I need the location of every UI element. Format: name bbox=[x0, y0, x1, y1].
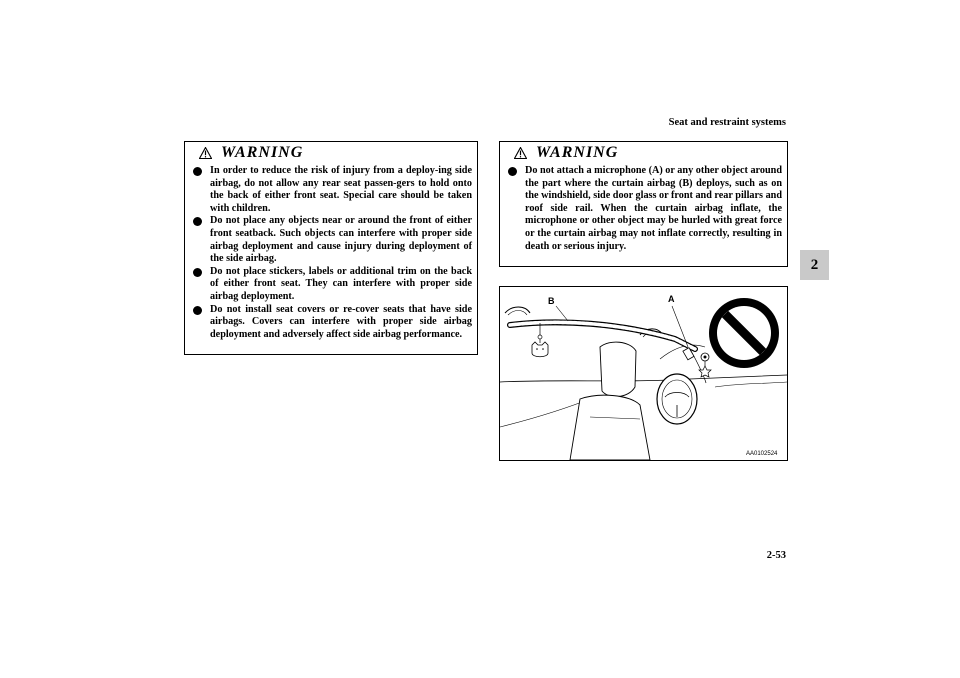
page-number: 2-53 bbox=[766, 550, 786, 561]
curtain-airbag-illustration bbox=[499, 286, 788, 461]
bullet-icon bbox=[193, 217, 202, 226]
bullet-icon bbox=[193, 268, 202, 277]
warning-list bbox=[505, 165, 782, 253]
warning-item bbox=[190, 266, 472, 304]
warning-triangle-icon bbox=[199, 147, 212, 159]
callout-label-a: A bbox=[668, 294, 675, 304]
illustration-svg bbox=[500, 287, 787, 460]
warning-item bbox=[190, 304, 472, 342]
callout-label-b: B bbox=[548, 296, 555, 306]
warning-box-side-airbag bbox=[184, 141, 478, 355]
prohibition-icon bbox=[709, 298, 779, 368]
warning-list bbox=[190, 165, 472, 341]
warning-item-text: Do not attach a microphone (A) or any other object around the part where the curtain airbag (B) deploys, such as on the windshield, side door glass or front and rear pillars and roof side rail. When the curtain airbag inflate, the microphone or other object may be hurled with great force or the curtain airbag may not inflate correctly, resulting in death or serious injury. bbox=[525, 165, 782, 252]
warning-title: WARNING bbox=[221, 143, 304, 161]
bullet-icon bbox=[193, 306, 202, 315]
warning-item bbox=[190, 165, 472, 215]
warning-item-text: Do not place any objects near or around the front of either front seatback. Such objects can interfere with proper side airbag deployment and cause injury during deployment of the side airbag. bbox=[210, 215, 472, 265]
warning-header bbox=[500, 142, 787, 163]
warning-item-text: In order to reduce the risk of injury from a deploy-ing side airbag, do not allow any rear seat passen-gers to hold onto the back of either front seat. Special care should be taken with children. bbox=[210, 165, 472, 214]
warning-triangle-icon bbox=[514, 147, 527, 159]
steering-wheel bbox=[657, 374, 697, 424]
seat bbox=[570, 342, 650, 460]
warning-item-text: Do not install seat covers or re-cover seats that have side airbags. Covers can interfere with proper side airbag deployment and adversely affect side airbag performance. bbox=[210, 303, 472, 340]
bullet-icon bbox=[508, 167, 517, 176]
section-header: Seat and restraint systems bbox=[668, 117, 786, 128]
bullet-icon bbox=[193, 167, 202, 176]
chapter-tab: 2 bbox=[800, 250, 829, 280]
warning-box-curtain-airbag bbox=[499, 141, 788, 267]
warning-title: WARNING bbox=[536, 143, 619, 161]
warning-header bbox=[185, 142, 477, 163]
hanging-ornament bbox=[532, 323, 548, 357]
warning-item-text: Do not place stickers, labels or additional trim on the back of either front seat. They can interfere with proper side airbag deployment. bbox=[210, 265, 472, 302]
warning-item bbox=[505, 165, 782, 253]
warning-item bbox=[190, 215, 472, 265]
figure-code: AA0102524 bbox=[746, 451, 778, 457]
